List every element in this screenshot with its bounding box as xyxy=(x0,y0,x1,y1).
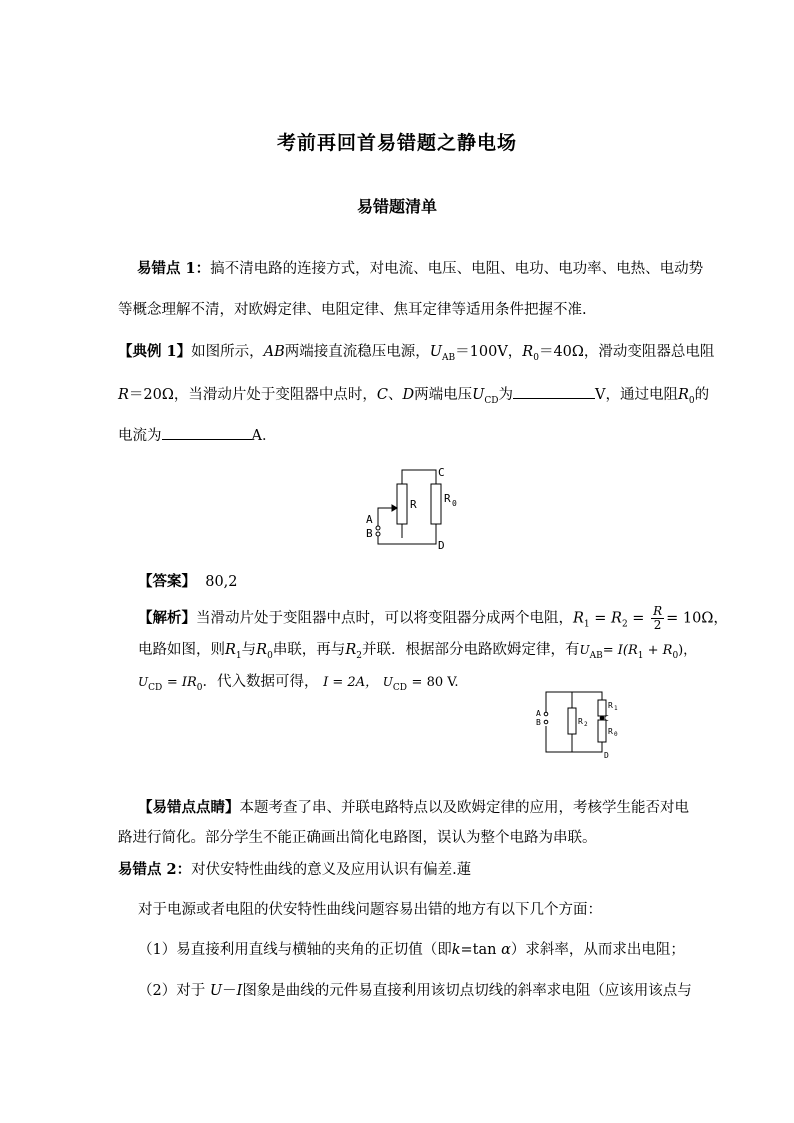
fig1-label-r0: R xyxy=(444,492,451,505)
list-item-2: （2）对于 U－I图象是曲线的元件易直接利用该切点切线的斜率求电阻（应该用该点与 xyxy=(138,983,692,999)
fig2-label-r0-sub: 0 xyxy=(614,731,618,738)
fig2-label-r0: R xyxy=(608,727,613,736)
list-item-1: （1）易直接利用直线与横轴的夹角的正切值（即k=tan α）求斜率，从而求出电阻； xyxy=(138,942,685,958)
analysis-line3: $U_{CD} = IR_0$．代入数据可得， I = 2A， $U_{CD} = 80$ V. xyxy=(138,674,459,693)
point2-mark: 蓮 xyxy=(456,862,472,878)
fig1-label-r: R xyxy=(410,498,417,511)
answer-label: 【答案】 xyxy=(138,573,196,590)
point1-text1: 搞不清电路的连接方式，对电流、电压、电阻、电功、电功率、电热、电动势 xyxy=(210,261,704,277)
section-title: 易错题清单 xyxy=(356,197,437,216)
fig2-label-d: D xyxy=(604,751,609,760)
page-title: 考前再回首易错题之静电场 xyxy=(276,132,517,154)
mistake-note-line2: 路进行简化。部分学生不能正确画出简化电路图，误认为整个电路为串联。 xyxy=(118,830,597,846)
example1-line2: R＝20Ω，当滑动片处于变阻器中点时，C、D两端电压$U_{CD}$为 V，通过电阻$R_0$的 xyxy=(118,384,709,411)
point2-label: 易错点 2： xyxy=(118,861,192,878)
mistake-note-line1: 【易错点点睛】本题考查了串、并联电路特点以及欧姆定律的应用，考核学生能否对电 xyxy=(138,799,689,816)
circuit-figure-2 xyxy=(534,686,634,760)
fig2-label-r1: R xyxy=(608,701,613,710)
analysis-label: 【解析】 xyxy=(138,609,196,627)
analysis-line2: 电路如图，则$R_1$与$R_0$串联，再与$R_2$并联．根据部分电路欧姆定律，有$U_{AB}= I(R_1 + R_0)$， xyxy=(138,642,697,661)
mistake-note-label: 【易错点点睛】 xyxy=(138,799,240,816)
answer-line xyxy=(138,572,238,592)
intro-line: 对于电源或者电阻的伏安特性曲线问题容易出错的地方有以下几个方面： xyxy=(138,902,602,918)
fig1-label-r0-sub: 0 xyxy=(452,499,457,508)
circuit-figure-1 xyxy=(360,462,470,550)
fraction-r-over-2: $\frac{R}{2}$ xyxy=(653,604,663,632)
fig2-label-b: B xyxy=(536,718,541,727)
fig1-label-d: D xyxy=(438,539,445,550)
fig1-label-a: A xyxy=(366,513,373,526)
fig2-label-a: A xyxy=(536,709,541,718)
point2-line: 易错点 2：对伏安特性曲线的意义及应用认识有偏差.蓮 xyxy=(118,861,472,878)
fig1-label-c: C xyxy=(438,466,445,479)
example1-label: 【典例 1】 xyxy=(118,343,192,360)
example1-line3: 电流为 A． xyxy=(118,425,276,446)
fig1-label-b: B xyxy=(366,527,373,540)
answer-blank-1 xyxy=(513,384,595,399)
answer-value: 80,2 xyxy=(205,574,238,590)
fig2-label-r1-sub: 1 xyxy=(614,705,618,712)
fig2-label-c: C xyxy=(604,714,609,723)
answer-blank-2 xyxy=(162,425,252,440)
fig2-label-r2-sub: 2 xyxy=(584,721,588,728)
fig2-label-r2: R xyxy=(578,717,583,726)
point1-label: 易错点 1： xyxy=(137,260,211,277)
example1-line1: 【典例 1】如图所示，AB两端接直流稳压电源，$U_{AB}=100V$，$R_0=40\Omega$，滑动变阻器总电阻 xyxy=(118,343,715,363)
analysis-line1: 【解析】当滑动片处于变阻器中点时，可以将变阻器分成两个电阻，$R_1 = R_2$ = $\frac{R}{2}$ = 10Ω， xyxy=(138,604,728,632)
point1-line1 xyxy=(137,259,703,279)
point1-line2: 等概念理解不清，对欧姆定律、电阻定律、焦耳定律等适用条件把握不准. xyxy=(118,302,587,318)
